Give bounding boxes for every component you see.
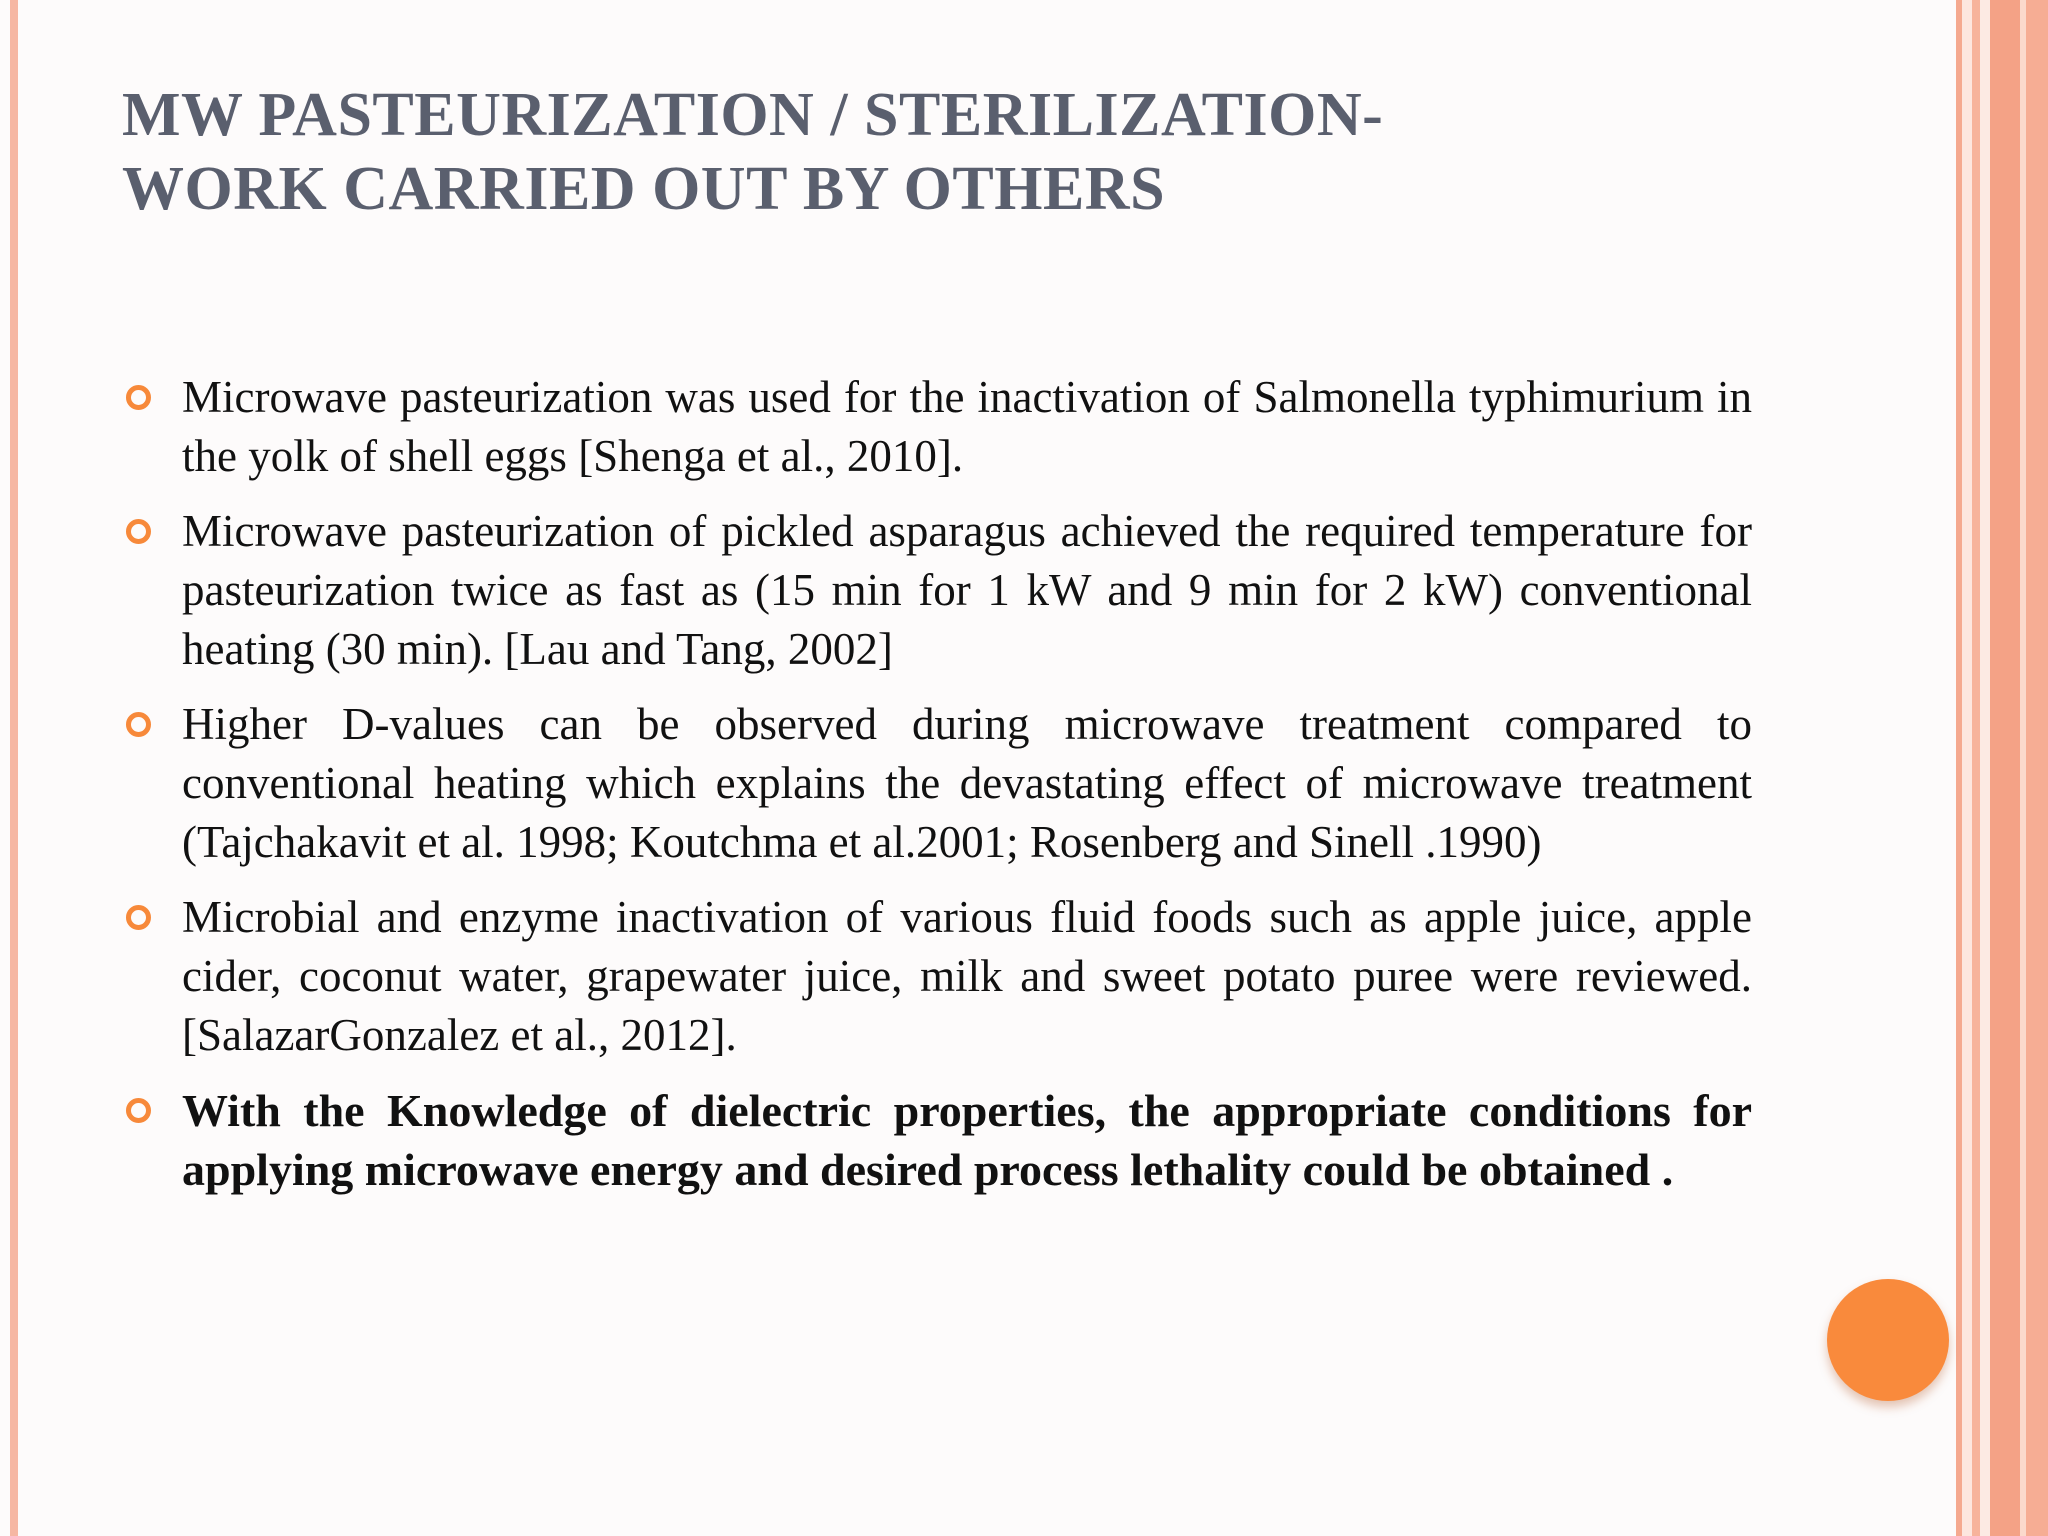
bullet-item-emphasis [122,1081,1752,1199]
bullet-item [122,502,1752,679]
slide-title-line-2: WORK CARRIED OUT BY OTHERS [122,155,1166,223]
right-stripes-decoration [1956,0,2048,1536]
bullet-item [122,888,1752,1065]
ring-bullet-icon [126,905,151,930]
slide-title [122,78,1622,226]
stripe [1990,0,2020,1536]
stripe [1972,0,1980,1536]
stripe [2026,0,2048,1536]
ring-bullet-icon [126,519,151,544]
bullet-text: With the Knowledge of dielectric properties, the appropriate conditions for applying microwave energy and desired process lethality could be obtained . [182,1085,1752,1195]
bullet-item [122,368,1752,486]
left-border-decoration [10,0,18,1536]
orange-circle-decoration [1827,1279,1949,1401]
ring-bullet-icon [126,385,151,410]
bullet-text: Microwave pasteurization was used for the inactivation of Salmonella typhimurium in the yolk of shell eggs [Shenga et al., 2010]. [182,372,1752,481]
bullet-text: Higher D-values can be observed during microwave treatment compared to conventional heating which explains the devastating effect of microwave treatment (Tajchakavit et al. 1998; Koutchma et al.2001; Rosenberg and Sinell .1990) [182,699,1752,867]
bullet-list [122,368,1752,1215]
stripe [1962,0,1972,1536]
stripe [1980,0,1990,1536]
ring-bullet-icon [126,712,151,737]
bullet-item [122,695,1752,872]
slide-title-line-1: MW PASTEURIZATION / STERILIZATION- [122,81,1384,149]
bullet-text: Microwave pasteurization of pickled asparagus achieved the required temperature for pasteurization twice as fast as (15 min for 1 kW and 9 min for 2 kW) conventional heating (30 min). [Lau and Tang, 2002] [182,506,1752,674]
bullet-text: Microbial and enzyme inactivation of various fluid foods such as apple juice, apple cider, coconut water, grapewater juice, milk and sweet potato puree were reviewed. [SalazarGonzalez et al., 2012]. [182,892,1752,1060]
ring-bullet-icon [126,1098,151,1123]
